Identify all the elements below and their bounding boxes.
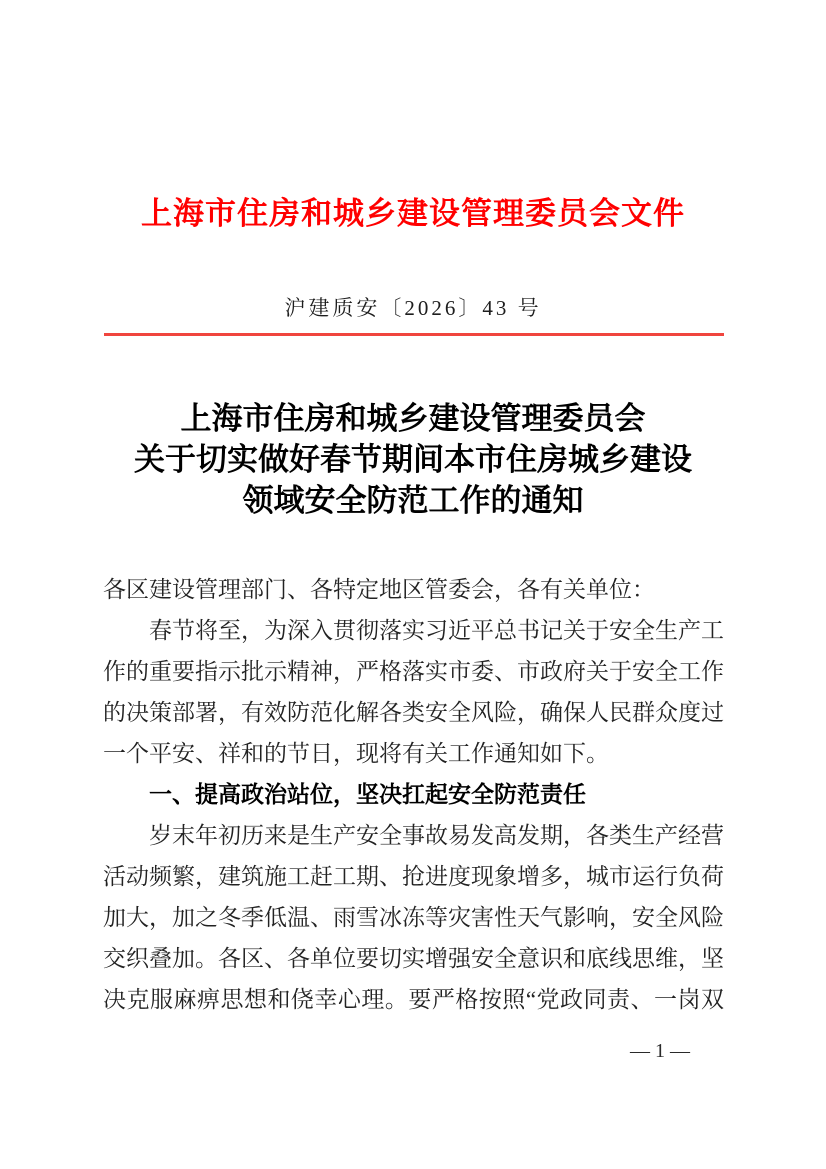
salutation-line: 各区建设管理部门、各特定地区管委会，各有关单位： [103,577,655,602]
document-title-line2: 关于切实做好春节期间本市住房城乡建设 [134,442,692,477]
section-1-paragraph: 岁末年初历来是生产安全事故易发高发期，各类生产经营活动频繁，建筑施工赶工期、抢进度现象增多，城市运行负荷加大，加之冬季低温、雨雪冰冻等灾害性天气影响，安全风险交织叠加。各区、各单位要切实增强安全意识和底线思维，坚决克服麻痹思想和侥幸心理。要严格按照“党政同责、一岗双 [103,823,724,1012]
document-title-line3: 领域安全防范工作的通知 [242,483,584,518]
document-number: 沪建质安〔2026〕43 号 [284,296,542,320]
intro-paragraph: 春节将至，为深入贯彻落实习近平总书记关于安全生产工作的重要指示批示精神，严格落实市委、市政府关于安全工作的决策部署，有效防范化解各类安全风险，确保人民群众度过一个平安、祥和的节日，现将有关工作通知如下。 [103,618,724,766]
document-body [103,569,724,1029]
document-header-title: 上海市住房和城乡建设管理委员会文件 [141,196,685,231]
document-title-line1: 上海市住房和城乡建设管理委员会 [180,401,646,436]
document-title [63,398,763,521]
red-divider-line [104,333,724,336]
section-1-heading: 一、提高政治站位，坚决扛起安全防范责任 [149,781,586,807]
page-number: — 1 — [630,1040,690,1062]
